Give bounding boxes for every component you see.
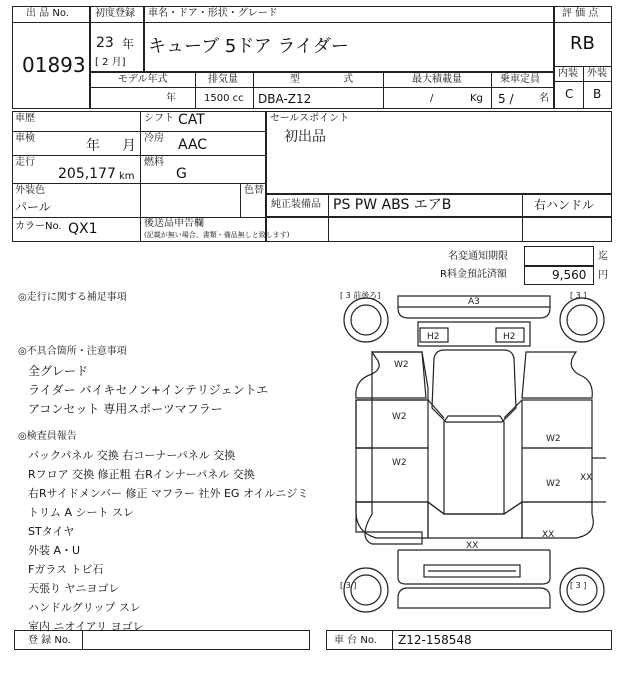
displacement-label: 排気量: [208, 74, 238, 85]
capacity-value: 5 /: [498, 92, 514, 106]
mark-right-front-door: W2: [546, 479, 561, 489]
defect-notes-title: ◎不具合箇所・注意事項: [18, 346, 127, 357]
left-front-door: [356, 448, 428, 502]
max-load-unit: Kg: [470, 93, 483, 104]
exterior-label: 外装: [587, 68, 607, 79]
name-change-unit: 迄: [598, 251, 608, 262]
year-unit: 年: [122, 37, 135, 51]
defect-list: [28, 362, 268, 419]
inspection-month: 月: [122, 138, 136, 154]
left-rear-door: [356, 400, 428, 448]
mark-right-rear-door: W2: [546, 434, 561, 444]
recycle-value: 9,560: [552, 268, 587, 282]
mark-rear-bumper: A3: [468, 297, 480, 307]
type-value: DBA-Z12: [258, 92, 312, 106]
chassis-label: 車 台 No.: [334, 635, 377, 646]
inspector-line: トリム A シート スレ: [28, 506, 135, 519]
sales-point-label: セールスポイント: [270, 113, 350, 124]
history-label: 車歴: [15, 113, 35, 124]
front-hood: [428, 502, 522, 538]
car-damage-diagram: [336, 288, 612, 624]
inspector-line: Rフロア 交換 修正粗 右Rインナーパネル 交換: [28, 468, 255, 481]
mark-left-rear-door: W2: [392, 412, 407, 422]
displacement-value: 1500 cc: [204, 93, 244, 104]
inspector-line: 室内 ニオイアリ ヨゴレ: [28, 620, 144, 633]
interior-label: 内装: [558, 68, 578, 79]
inspector-title: ◎検査員報告: [18, 431, 77, 442]
aircon-value: AAC: [178, 137, 208, 153]
defect-line: ライダー バイキセノン+インテリジェントエ: [28, 383, 269, 397]
car-name-label: 車名・ドア・形状・グレード: [148, 8, 278, 19]
repaint-label: 色替: [244, 185, 264, 196]
inspection-year: 年: [86, 138, 100, 154]
interior-grade: C: [565, 87, 574, 101]
right-front-fender: [522, 502, 593, 538]
tr-label: [ 3 ]: [570, 291, 587, 300]
cabin: [444, 416, 504, 514]
rating-label: 評 価 点: [562, 8, 599, 19]
front-bumper: [398, 588, 550, 608]
lot-number: 01893: [22, 53, 86, 77]
inspector-line: 右Rサイドメンバー 修正 マフラー 社外 EG オイルニジミ: [28, 487, 309, 500]
bl-label: [ 3 ]: [340, 581, 357, 590]
name-change-label: 名変通知期限: [448, 251, 508, 262]
type-label: 型 式: [290, 74, 354, 85]
defect-line: 全グレード: [28, 364, 89, 378]
ext-color-label: 外装色: [15, 185, 45, 196]
max-load-label: 最大積載量: [412, 74, 462, 85]
roof: [432, 350, 516, 422]
inspection-label: 車検: [15, 133, 35, 144]
inspector-line: 外装 A・U: [28, 544, 81, 557]
capacity-unit: 名: [539, 93, 549, 104]
max-load-sep: /: [430, 93, 434, 104]
br-label: [ 3 ]: [570, 581, 587, 590]
color-no-value: QX1: [68, 221, 98, 237]
rating-value: RB: [570, 33, 595, 54]
name-change-box: [524, 246, 594, 266]
model-year-label: モデル年式: [118, 74, 168, 85]
reg-no-label: 登 録 No.: [28, 635, 71, 646]
left-rear-fender: [356, 352, 426, 398]
first-reg-label: 初度登録: [95, 8, 135, 19]
chassis-no: Z12-158548: [398, 633, 472, 647]
sales-point-value: 初出品: [284, 129, 326, 145]
first-reg-year: 23: [96, 35, 114, 51]
mileage-unit: km: [119, 171, 135, 182]
ext-color-value: パール: [15, 200, 51, 214]
aircon-label: 冷房: [144, 133, 164, 144]
docs-label: 後送品申告欄: [144, 218, 204, 229]
fuel-value: G: [176, 166, 187, 182]
inspector-line: バックパネル 交換 右コーナーパネル 交換: [28, 449, 236, 462]
recycle-unit: 円: [598, 270, 608, 281]
mark-front-center: XX: [466, 541, 479, 551]
mark-left-rear-fender: W2: [394, 360, 409, 370]
first-reg-month: [ 2 月]: [95, 57, 126, 68]
fuel-label: 燃料: [144, 157, 164, 168]
docs-note: (記載が無い場合、書類・備品無しと致します): [144, 231, 290, 239]
equipment-value: PS PW ABS エアB: [333, 197, 452, 213]
model-year-unit: 年: [166, 93, 176, 104]
steering-value: 右ハンドル: [534, 198, 595, 212]
mileage-label: 走行: [15, 157, 35, 168]
mark-left-front-door: W2: [392, 458, 407, 468]
inspector-line: ハンドルグリップ スレ: [28, 601, 141, 614]
equipment-label: 純正装備品: [271, 199, 321, 210]
shift-label: シフト: [144, 113, 174, 124]
lot-label: 出 品 No.: [26, 8, 69, 19]
inspector-line: Fガラス トビ石: [28, 563, 104, 576]
mark-right-front-corner: XX: [542, 530, 555, 540]
shift-value: CAT: [178, 112, 205, 128]
tl-label: [ 3 前後ろ]: [340, 291, 381, 300]
inspector-line: 天張り ヤニヨゴレ: [28, 582, 120, 595]
mark-rear-left-lamp: H2: [427, 332, 440, 342]
inspector-list: [28, 446, 308, 636]
right-rear-fender: [522, 352, 592, 398]
car-name: キューブ 5ドア ライダー: [148, 36, 349, 57]
capacity-label: 乗車定員: [500, 74, 540, 85]
exterior-grade: B: [593, 87, 602, 101]
recycle-label: R料金預託済額: [440, 269, 507, 280]
driving-notes-title: ◎走行に関する補足事項: [18, 292, 127, 303]
color-no-label: カラーNo.: [15, 221, 62, 232]
defect-line: アコンセット 専用スポーツマフラー: [28, 402, 223, 416]
docs-box: [266, 217, 612, 242]
mileage-value: 205,177: [58, 166, 116, 182]
mark-right-front-fender: XX: [580, 473, 593, 483]
inspector-line: STタイヤ: [28, 525, 75, 538]
mark-rear-right-lamp: H2: [503, 332, 516, 342]
